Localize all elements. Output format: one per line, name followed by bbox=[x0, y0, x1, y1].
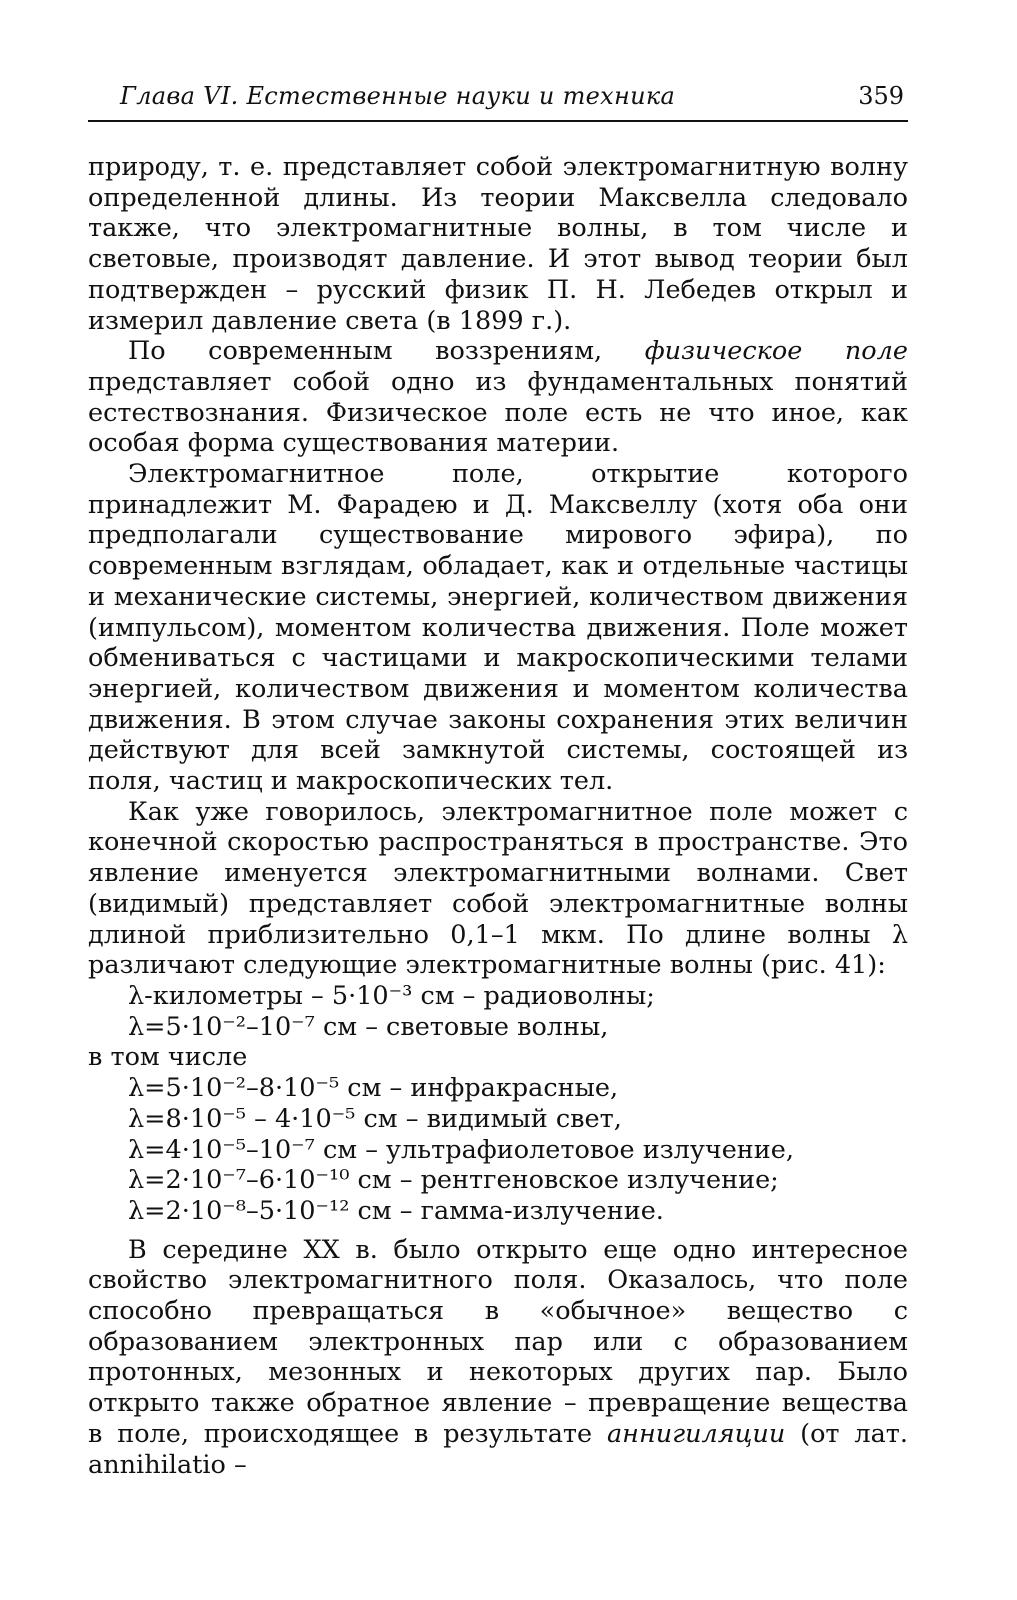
paragraph-text: (от лат. annihilatio – bbox=[88, 1418, 909, 1480]
emphasis-term: аннигиляции bbox=[606, 1418, 786, 1449]
wavelength-item: λ=4·10⁻⁵–10⁻⁷ см – ультрафиолетовое излучение, bbox=[128, 1134, 794, 1165]
running-title: Глава VI. Естественные науки и техника bbox=[120, 82, 676, 110]
paragraph bbox=[88, 152, 908, 336]
body-text bbox=[88, 152, 908, 1480]
wavelength-item: λ=2·10⁻⁷–6·10⁻¹⁰ см – рентгеновское излучение; bbox=[128, 1165, 779, 1196]
paragraph bbox=[88, 1235, 908, 1481]
paragraph-text: Как уже говорилось, электромагнитное поле может с конечной скоростью распространяться в пространстве. Это явление именуется электромагнитными волнами. Свет (видимый) представляет собой электромагнитные волны длиной приблизительно 0,1–1 мкм. По длине волны λ различают следующие электромагнитные волны (рис. 41): bbox=[88, 796, 908, 981]
paragraph bbox=[88, 336, 908, 459]
paragraph-text: По современным воззрениям, bbox=[128, 336, 645, 367]
paragraph-text: природу, т. е. представляет собой электромагнитную волну определенной длины. Из теории Максвелла следовало также, что электромагнитные волны, в том числе и световые, производят давление. И этот вывод теории был подтвержден – русский физик П. Н. Лебедев открыл и измерил давление света (в 1899 г.). bbox=[88, 152, 908, 336]
paragraph-text: представляет собой одно из фундаментальных понятий естествознания. Физическое поле есть не что иное, как особая форма существования материи. bbox=[88, 366, 908, 459]
wavelength-item: λ=5·10⁻²–8·10⁻⁵ см – инфракрасные, bbox=[128, 1073, 619, 1104]
wavelength-item: λ=2·10⁻⁸–5·10⁻¹² см – гамма-излучение. bbox=[128, 1195, 664, 1226]
wavelength-item: λ=8·10⁻⁵ – 4·10⁻⁵ см – видимый свет, bbox=[128, 1103, 622, 1134]
page-header bbox=[88, 80, 908, 122]
wavelength-subheading: в том числе bbox=[88, 1042, 248, 1073]
paragraph-text: В середине XX в. было открыто еще одно интересное свойство электромагнитного поля. Оказалось, что поле способно превращаться в «обычное» вещество с образованием электронных пар или с образованием протонных, мезонных и некоторых других пар. Было открыто также обратное явление – превращение вещества в поле, происходящее в результате bbox=[88, 1234, 908, 1449]
emphasis-term: физическое поле bbox=[644, 336, 908, 367]
wavelength-list bbox=[88, 981, 908, 1227]
paragraph-text: Электромагнитное поле, открытие которого принадлежит М. Фарадею и Д. Максвеллу (хотя оба они предполагали существование мирового эфира), по современным взглядам, обладает, как и отдельные частицы и механические системы, энергией, количеством движения (импульсом), моментом количества движения. Поле может обмениваться с частицами и макроскопическими телами энергией, количеством движения и моментом количества движения. В этом случае законы сохранения этих величин действуют для всей замкнутой системы, состоящей из поля, частиц и макроскопических тел. bbox=[88, 459, 908, 797]
paragraph bbox=[88, 459, 908, 797]
page-number: 359 bbox=[858, 82, 904, 110]
wavelength-item: λ-километры – 5·10⁻³ см – радиоволны; bbox=[128, 980, 655, 1011]
wavelength-item: λ=5·10⁻²–10⁻⁷ см – световые волны, bbox=[128, 1011, 609, 1042]
paragraph bbox=[88, 797, 908, 981]
